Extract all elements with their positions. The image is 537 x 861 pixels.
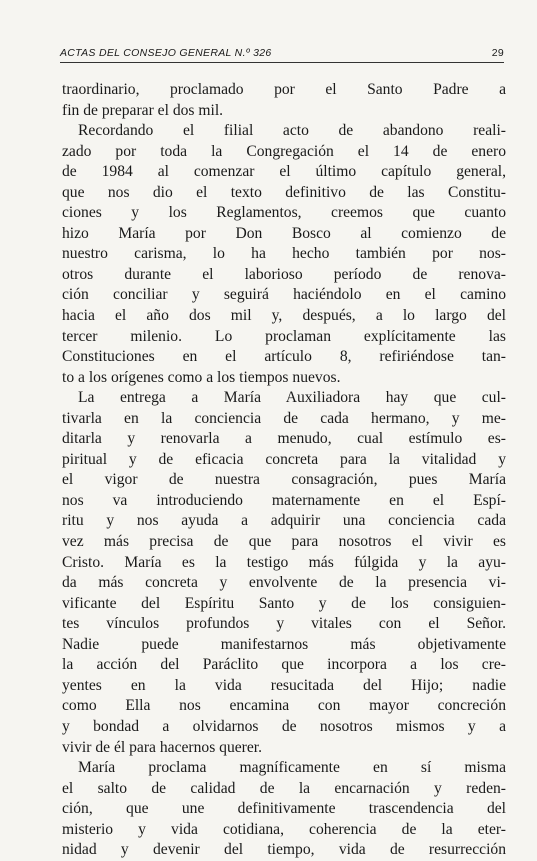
running-header-title: ACTAS DEL CONSEJO GENERAL N.º 326 bbox=[60, 47, 272, 59]
body-text bbox=[62, 80, 506, 861]
text-line: hacia el año dos mil y, después, a lo largo del bbox=[62, 307, 506, 325]
text-line: tes vínculos profundos y vitales con el Señor. bbox=[62, 615, 506, 633]
text-line: ditarla y renovarla a menudo, cual estímulo es- bbox=[62, 430, 506, 448]
text-line: fin de preparar el dos mil. bbox=[62, 101, 224, 119]
text-line: que nos dio el texto definitivo de las Constitu- bbox=[62, 183, 506, 201]
text-line: tercer milenio. Lo proclaman explícitamente las bbox=[62, 327, 506, 345]
text-line: yentes en la vida resucitada del Hijo; nadie bbox=[62, 676, 506, 694]
text-line: zado por toda la Congregación el 14 de enero bbox=[62, 142, 506, 160]
text-line: como Ella nos encamina con mayor concreción bbox=[62, 697, 506, 715]
text-line: el vigor de nuestra consagración, pues María bbox=[62, 471, 506, 489]
text-line: de 1984 al comenzar el último capítulo general, bbox=[62, 163, 506, 181]
text-line: da más concreta y envolvente de la presencia vi- bbox=[62, 574, 506, 592]
text-line: la acción del Paráclito que incorpora a los cre- bbox=[62, 656, 506, 674]
text-line: María proclama magníficamente en sí misma bbox=[78, 759, 506, 777]
text-line: y bondad a olvidarnos de nosotros mismos y a bbox=[62, 717, 506, 735]
text-line: Nadie puede manifestarnos más objetivamente bbox=[62, 635, 506, 653]
text-line: traordinario, proclamado por el Santo Padre a bbox=[62, 81, 506, 98]
text-line: to a los orígenes como a los tiempos nuevos. bbox=[62, 368, 341, 386]
text-line: Constituciones en el artículo 8, refiriéndose tan- bbox=[62, 348, 506, 366]
text-line: ritu y nos ayuda a adquirir una conciencia cada bbox=[62, 512, 506, 530]
text-line: nos va introduciendo maternamente en el Espí- bbox=[62, 491, 506, 509]
text-line: otros durante el laborioso período de renova- bbox=[62, 265, 506, 283]
text-line: tivarla en la conciencia de cada hermano, y me- bbox=[62, 409, 506, 427]
text-line: ción conciliar y seguirá haciéndolo en el camino bbox=[62, 286, 506, 304]
text-line: ción, que une definitivamente trascendencia del bbox=[62, 800, 506, 818]
text-line: vez más precisa de que para nosotros el vivir es bbox=[62, 533, 506, 551]
text-line: nidad y devenir del tiempo, vida de resurrección bbox=[62, 841, 506, 859]
text-line: vificante del Espíritu Santo y de los consiguien- bbox=[62, 594, 506, 612]
text-line: vivir de él para hacernos querer. bbox=[62, 738, 263, 756]
running-header bbox=[60, 44, 504, 63]
page-number: 29 bbox=[491, 47, 504, 59]
text-line: Recordando el filial acto de abandono reali- bbox=[78, 122, 506, 140]
text-line: La entrega a María Auxiliadora hay que cul- bbox=[78, 389, 506, 407]
text-line: hizo María por Don Bosco al comienzo de bbox=[62, 224, 506, 242]
text-line: piritual y de eficacia concreta para la vitalidad y bbox=[62, 450, 506, 468]
text-line: ciones y los Reglamentos, creemos que cuanto bbox=[62, 204, 506, 222]
text-line: Cristo. María es la testigo más fúlgida y la ayu- bbox=[62, 553, 506, 571]
text-line: misterio y vida cotidiana, coherencia de la eter- bbox=[62, 820, 506, 838]
text-line: nuestro carisma, lo ha hecho también por nos- bbox=[62, 245, 506, 263]
text-line: el salto de calidad de la encarnación y reden- bbox=[62, 779, 506, 797]
